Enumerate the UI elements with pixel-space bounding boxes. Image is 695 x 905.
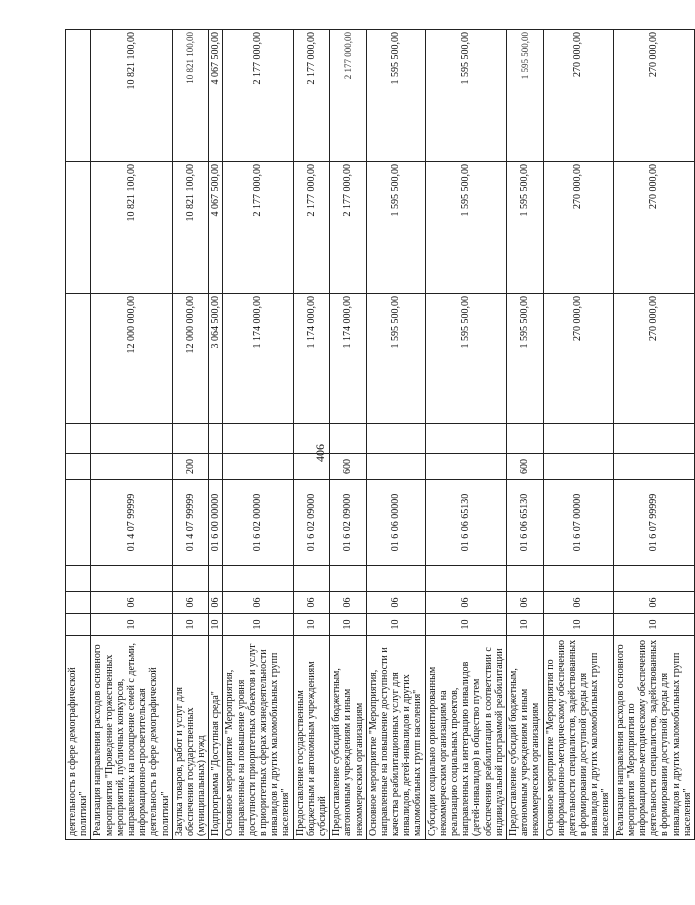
amount-year1-cell: 3 064 500,00 [209, 294, 223, 424]
expense-type-cell [66, 454, 91, 480]
extra-code-cell [209, 424, 223, 454]
row-name-cell: Основное мероприятие "Мероприятия по информационно-методическому обеспечению деятельности специалистов, задействованных в формировании доступной среды для инвалидов и других маломобильных групп населения" [543, 636, 613, 840]
extra-code-cell [613, 424, 694, 454]
empty-code-cell [223, 566, 293, 592]
empty-code-cell [366, 566, 425, 592]
extra-code-cell [91, 424, 172, 454]
target-article-cell: 01 4 07 99999 [172, 480, 209, 566]
row-name-cell: Закупка товаров, работ и услуг для обеспечения государственных (муниципальных) нужд [172, 636, 209, 840]
empty-code-cell [91, 566, 172, 592]
section-code-cell: 10 [293, 614, 330, 636]
amount-year3-cell: 2 177 000,00 [223, 30, 293, 162]
section-code-cell: 10 [330, 614, 367, 636]
row-name-cell: деятельность в сфере демографической политики" [66, 636, 91, 840]
subsection-code-cell: 06 [223, 592, 293, 614]
subsection-code-cell: 06 [330, 592, 367, 614]
row-name-cell: Подпрограмма "Доступная среда" [209, 636, 223, 840]
amount-year1-cell: 1 174 000,00 [293, 294, 330, 424]
amount-year3-cell: 270 000,00 [613, 30, 694, 162]
row-name-cell: Основное мероприятие "Мероприятия, направленные на повышение доступности и качества реабилитационных услуг для инвалидов, детей-инвалидов и других маломобильных групп населения" [366, 636, 425, 840]
amount-year3-cell: 1 595 500,00 [366, 30, 425, 162]
amount-year1-cell: 1 595 500,00 [506, 294, 543, 424]
extra-code-cell [293, 424, 330, 454]
row-name-cell: Реализация направления расходов основного мероприятия "Проведение торжественных мероприятий, публичных конкурсов, направленных на поощрение семей с детьми, информационно-просветительская деятельность в сфере демографической политики" [91, 636, 172, 840]
amount-year2-cell: 1 595 500,00 [425, 162, 506, 294]
amount-year1-cell: 12 000 000,00 [172, 294, 209, 424]
row-name-cell: Предоставление субсидий бюджетным, автономным учреждениям и иным некоммерческим организациям [330, 636, 367, 840]
section-code-cell: 10 [91, 614, 172, 636]
subsection-code-cell: 06 [543, 592, 613, 614]
amount-year3-cell: 10 821 100,00 [91, 30, 172, 162]
amount-year2-cell: 2 177 000,00 [293, 162, 330, 294]
amount-year1-cell: 270 000,00 [613, 294, 694, 424]
section-code-cell: 10 [209, 614, 223, 636]
amount-year1-cell: 1 595 500,00 [366, 294, 425, 424]
extra-code-cell [543, 424, 613, 454]
target-article-cell: 01 6 02 09000 [330, 480, 367, 566]
empty-code-cell [293, 566, 330, 592]
expense-type-cell [366, 454, 425, 480]
amount-year3-cell: 4 067 500,00 [209, 30, 223, 162]
section-code-cell: 10 [425, 614, 506, 636]
amount-year2-cell: 270 000,00 [613, 162, 694, 294]
target-article-cell: 01 6 07 99999 [613, 480, 694, 566]
table-frame [65, 30, 693, 840]
expense-type-cell: 200 [172, 454, 209, 480]
extra-code-cell [330, 424, 367, 454]
empty-code-cell [425, 566, 506, 592]
amount-year2-cell: 2 177 000,00 [330, 162, 367, 294]
amount-year3-cell: 2 177 000,00 [330, 30, 367, 162]
amount-year2-cell: 10 821 100,00 [172, 162, 209, 294]
target-article-cell: 01 6 00 00000 [209, 480, 223, 566]
subsection-code-cell: 06 [425, 592, 506, 614]
table-row [172, 30, 209, 840]
budget-table [65, 29, 695, 840]
table-row [293, 30, 330, 840]
empty-code-cell [66, 566, 91, 592]
expense-type-cell [91, 454, 172, 480]
section-code-cell: 10 [223, 614, 293, 636]
row-name-cell: Основное мероприятие "Мероприятия, направленные на повышение уровня доступности приоритетных объектов и услуг в приоритетных сферах жизнедеятельности инвалидов и других маломобильных групп населения" [223, 636, 293, 840]
amount-year2-cell: 1 595 500,00 [506, 162, 543, 294]
expense-type-cell [425, 454, 506, 480]
row-name-cell: Реализация направления расходов основного мероприятия "Мероприятия по информационно-методическому обеспечению деятельности специалистов, задействованных в формировании доступной среды для инвалидов и других маломобильных групп населения" [613, 636, 694, 840]
target-article-cell: 01 6 06 65130 [506, 480, 543, 566]
amount-year1-cell [66, 294, 91, 424]
subsection-code-cell: 06 [91, 592, 172, 614]
expense-type-cell [293, 454, 330, 480]
amount-year3-cell: 1 595 500,00 [506, 30, 543, 162]
empty-code-cell [543, 566, 613, 592]
amount-year1-cell: 12 000 000,00 [91, 294, 172, 424]
expense-type-cell [613, 454, 694, 480]
target-article-cell: 01 4 07 99999 [91, 480, 172, 566]
amount-year2-cell: 1 595 500,00 [366, 162, 425, 294]
section-code-cell: 10 [543, 614, 613, 636]
amount-year1-cell: 1 174 000,00 [330, 294, 367, 424]
amount-year3-cell: 2 177 000,00 [293, 30, 330, 162]
table-row [425, 30, 506, 840]
extra-code-cell [506, 424, 543, 454]
extra-code-cell [366, 424, 425, 454]
row-name-cell: Субсидии социально ориентированным некоммерческим организациям на реализацию социальных проектов, направленных на интеграцию инвалидов (детей-инвалидов) в общество путем обеспечения реабилитации в соответствии с индивидуальной программой реабилитации [425, 636, 506, 840]
amount-year3-cell [66, 30, 91, 162]
expense-type-cell: 600 [506, 454, 543, 480]
table-row [330, 30, 367, 840]
amount-year3-cell: 1 595 500,00 [425, 30, 506, 162]
table-row [209, 30, 223, 840]
amount-year2-cell: 4 067 500,00 [209, 162, 223, 294]
amount-year2-cell [66, 162, 91, 294]
amount-year3-cell: 270 000,00 [543, 30, 613, 162]
amount-year1-cell: 270 000,00 [543, 294, 613, 424]
section-code-cell: 10 [506, 614, 543, 636]
expense-type-cell: 600 [330, 454, 367, 480]
subsection-code-cell: 06 [209, 592, 223, 614]
subsection-code-cell: 06 [366, 592, 425, 614]
amount-year2-cell: 10 821 100,00 [91, 162, 172, 294]
amount-year3-cell: 10 821 100,00 [172, 30, 209, 162]
empty-code-cell [330, 566, 367, 592]
subsection-code-cell: 06 [293, 592, 330, 614]
empty-code-cell [506, 566, 543, 592]
target-article-cell: 01 6 07 00000 [543, 480, 613, 566]
section-code-cell: 10 [613, 614, 694, 636]
extra-code-cell [66, 424, 91, 454]
target-article-cell [66, 480, 91, 566]
expense-type-cell [223, 454, 293, 480]
target-article-cell: 01 6 06 65130 [425, 480, 506, 566]
extra-code-cell [223, 424, 293, 454]
row-name-cell: Предоставление субсидий бюджетным, автономным учреждениям и иным некоммерческим организациям [506, 636, 543, 840]
expense-type-cell [543, 454, 613, 480]
table-row [66, 30, 91, 840]
section-code-cell: 10 [172, 614, 209, 636]
table-row [366, 30, 425, 840]
amount-year1-cell: 1 595 500,00 [425, 294, 506, 424]
section-code-cell: 10 [366, 614, 425, 636]
empty-code-cell [613, 566, 694, 592]
target-article-cell: 01 6 02 00000 [223, 480, 293, 566]
subsection-code-cell: 06 [172, 592, 209, 614]
row-name-cell: Предоставление государственным бюджетным и автономным учреждениям субсидий [293, 636, 330, 840]
amount-year2-cell: 270 000,00 [543, 162, 613, 294]
target-article-cell: 01 6 06 00000 [366, 480, 425, 566]
amount-year1-cell: 1 174 000,00 [223, 294, 293, 424]
section-code-cell [66, 614, 91, 636]
rotated-table-wrapper [65, 30, 693, 840]
empty-code-cell [209, 566, 223, 592]
extra-code-cell [172, 424, 209, 454]
extra-code-cell [425, 424, 506, 454]
subsection-code-cell [66, 592, 91, 614]
table-row [613, 30, 694, 840]
amount-year2-cell: 2 177 000,00 [223, 162, 293, 294]
table-row [223, 30, 293, 840]
table-row [506, 30, 543, 840]
page-number: 406 [313, 444, 327, 462]
expense-type-cell [209, 454, 223, 480]
table-row [91, 30, 172, 840]
empty-code-cell [172, 566, 209, 592]
target-article-cell: 01 6 02 09000 [293, 480, 330, 566]
table-body [66, 30, 695, 840]
table-row [543, 30, 613, 840]
subsection-code-cell: 06 [506, 592, 543, 614]
subsection-code-cell: 06 [613, 592, 694, 614]
